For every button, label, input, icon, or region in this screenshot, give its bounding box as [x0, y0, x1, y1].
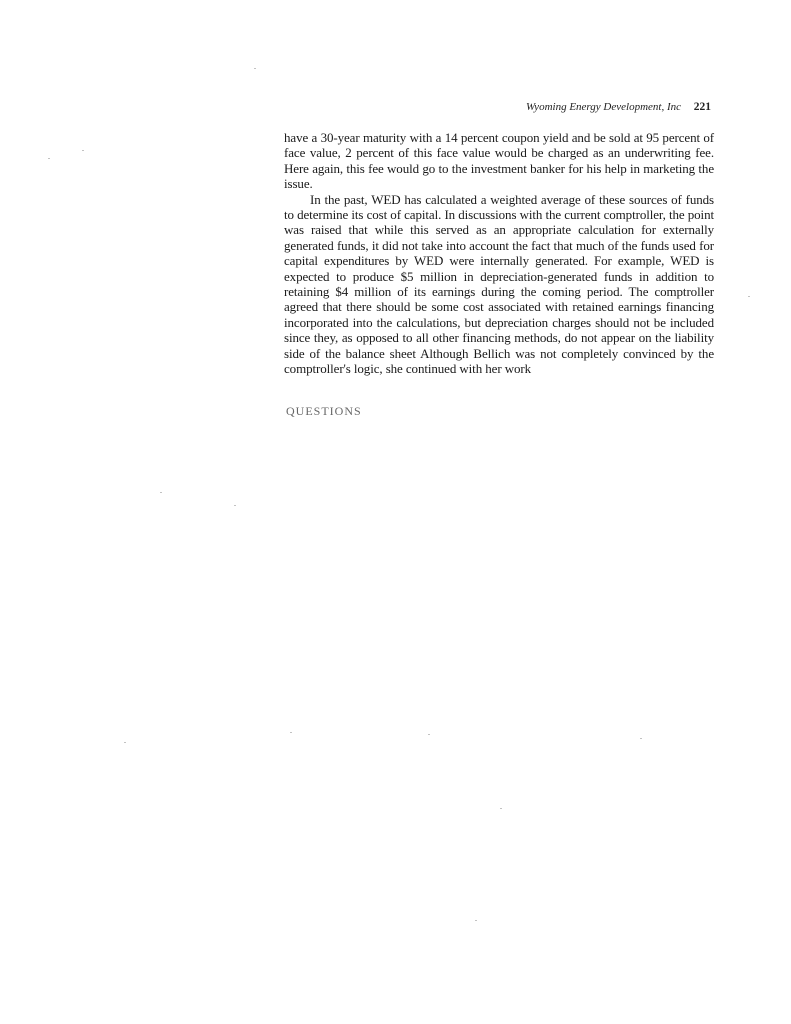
scan-speck — [48, 158, 50, 159]
page-number: 221 — [693, 101, 711, 113]
scan-speck — [475, 920, 477, 921]
paragraph-cost-of-capital: In the past, WED has calculated a weighted average of these sources of funds to determine its cost of capital. In discussions with the current comptroller, the point was raised that while this served as an appropriate calculation for externally generated funds, it did not take into account the fact that much of the funds used for capital expenditures by WED were internally generated. For example, WED is expected to produce $5 million in depreciation-generated funds in addition to retaining $4 million of its earnings during the coming period. The comptroller agreed that there should be some cost associated with retained earnings financing incorporated into the calculations, but depreciation charges should not be included since they, as opposed to all other financing methods, do not appear on the liability side of the balance sheet Although Bellich was not completely convinced by the comptroller's logic, she continued with her work — [284, 191, 714, 377]
scan-speck — [500, 808, 502, 809]
body-text — [284, 130, 714, 377]
scan-speck — [234, 505, 236, 506]
paragraph-continuation: have a 30-year maturity with a 14 percent coupon yield and be sold at 95 percent of face value, 2 percent of this face value would be charged as an underwriting fee. Here again, this fee would go to the investment banker for his help in marketing the issue. — [284, 130, 714, 192]
scan-speck — [254, 68, 256, 69]
scan-speck — [428, 734, 430, 735]
running-head-title: Wyoming Energy Development, Inc — [526, 101, 681, 113]
running-head — [526, 101, 711, 113]
cutoff-heading-text: QUESTIONS — [286, 404, 362, 418]
scan-speck — [290, 732, 292, 733]
scan-speck — [640, 738, 642, 739]
scan-speck — [82, 150, 84, 151]
cutoff-section-heading — [286, 404, 364, 418]
scan-speck — [124, 742, 126, 743]
scan-speck — [160, 492, 162, 493]
scan-speck — [748, 296, 750, 297]
